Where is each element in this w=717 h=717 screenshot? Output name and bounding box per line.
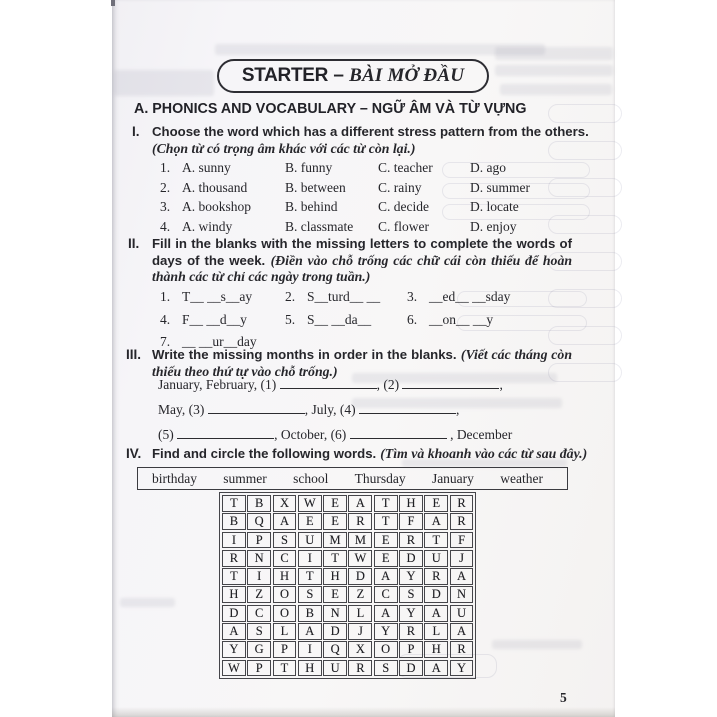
grid-cell: W xyxy=(298,495,322,512)
title-vietnamese: BÀI MỞ ĐẦU xyxy=(349,65,465,86)
day-item xyxy=(407,312,493,328)
grid-cell: E xyxy=(323,513,347,530)
section-a-heading: A. PHONICS AND VOCABULARY – NGỮ ÂM VÀ TỪ VỰNG xyxy=(134,101,527,117)
grid-cell: D xyxy=(348,568,372,585)
option-cell: B. funny xyxy=(285,160,333,175)
grid-cell: X xyxy=(273,495,297,512)
month-text: , xyxy=(456,402,460,417)
days-row xyxy=(160,289,510,312)
option-row xyxy=(160,180,530,200)
grid-cell: R xyxy=(450,513,474,530)
grid-cell: U xyxy=(450,605,474,622)
grid-cell: I xyxy=(247,568,271,585)
grid-cell: L xyxy=(273,623,297,640)
grid-cell: F xyxy=(450,532,474,549)
grid-cell: N xyxy=(450,586,474,603)
grid-cell: D xyxy=(399,660,423,677)
grid-cell: C xyxy=(247,605,271,622)
grid-cell: E xyxy=(424,495,448,512)
grid-cell: T xyxy=(222,495,246,512)
page-number: 5 xyxy=(560,690,567,705)
grid-cell: H xyxy=(298,660,322,677)
grid-cell: R xyxy=(348,513,372,530)
word-list-item: summer xyxy=(223,470,267,486)
grid-cell: T xyxy=(374,495,398,512)
day-item-number: 2. xyxy=(285,289,296,304)
grid-cell: T xyxy=(298,568,322,585)
day-item-number: 7. xyxy=(160,334,171,349)
word-list-item: January xyxy=(431,470,474,486)
grid-cell: C xyxy=(273,550,297,567)
grid-cell: T xyxy=(273,660,297,677)
word-list-item: school xyxy=(293,470,329,486)
option-cell: D. summer xyxy=(470,179,530,195)
word-list-box xyxy=(137,467,568,490)
option-cell: A. thousand xyxy=(182,179,248,195)
grid-cell: Z xyxy=(247,586,271,603)
grid-cell: O xyxy=(374,641,398,658)
grid-cell: J xyxy=(348,623,372,640)
grid-cell: D xyxy=(222,605,246,622)
grid-cell: O xyxy=(273,586,297,603)
day-item xyxy=(285,312,407,328)
grid-cell: C xyxy=(374,586,398,603)
month-text: , xyxy=(499,377,503,392)
grid-cell: R xyxy=(450,641,474,658)
grid-cell: D xyxy=(424,586,448,603)
month-line xyxy=(158,377,512,402)
days-row xyxy=(160,312,510,335)
option-row xyxy=(160,160,530,180)
grid-cell: I xyxy=(298,550,322,567)
option-cell: 1. xyxy=(160,160,171,175)
grid-cell: D xyxy=(323,623,347,640)
grid-cell: Y xyxy=(374,623,398,640)
options-table xyxy=(160,160,530,238)
grid-cell: P xyxy=(399,641,423,658)
exercise-3-instruction xyxy=(152,347,572,380)
month-text: May, (3) xyxy=(158,402,208,417)
exercise-1-numeral: I. xyxy=(132,124,140,139)
grid-cell: R xyxy=(222,550,246,567)
grid-cell: N xyxy=(247,550,271,567)
option-cell: 2. xyxy=(160,179,171,195)
grid-cell: T xyxy=(222,568,246,585)
grid-cell: T xyxy=(323,550,347,567)
option-cell: 4. xyxy=(160,218,171,234)
blank-line xyxy=(402,378,499,389)
grid-cell: R xyxy=(399,532,423,549)
blank-line xyxy=(177,428,274,439)
exercise-4-numeral: IV. xyxy=(126,446,142,461)
bleedthrough-smudge xyxy=(492,640,582,649)
page-edge-mark xyxy=(111,0,115,6)
option-cell: D. enjoy xyxy=(470,218,517,234)
grid-cell: I xyxy=(298,641,322,658)
grid-cell: Y xyxy=(399,568,423,585)
grid-cell: H xyxy=(424,641,448,658)
day-item-word: __on__ __y xyxy=(429,311,494,327)
exercise-2-instruction-en: Fill in the blanks with the missing letters to complete the words of days of the week. xyxy=(152,236,572,268)
grid-cell: Y xyxy=(222,641,246,658)
day-item-number: 1. xyxy=(160,289,171,304)
grid-cell: U xyxy=(298,532,322,549)
grid-cell: B xyxy=(222,513,246,530)
word-list-item: weather xyxy=(500,470,543,486)
grid-cell: M xyxy=(323,532,347,549)
day-item xyxy=(160,289,285,305)
grid-cell: A xyxy=(273,513,297,530)
grid-cell: A xyxy=(374,568,398,585)
grid-cell: O xyxy=(273,605,297,622)
month-lines xyxy=(158,377,512,452)
grid-cell: S xyxy=(247,623,271,640)
exercise-3 xyxy=(126,347,592,380)
grid-cell: E xyxy=(374,532,398,549)
grid-cell: S xyxy=(374,660,398,677)
blank-line xyxy=(280,378,377,389)
exercise-2 xyxy=(128,236,592,286)
grid-cell: J xyxy=(450,550,474,567)
grid-cell: A xyxy=(424,660,448,677)
grid-cell: W xyxy=(222,660,246,677)
grid-cell: D xyxy=(399,550,423,567)
grid-cell: U xyxy=(424,550,448,567)
exercise-3-instruction-en: Write the missing months in order in the blanks. xyxy=(152,347,457,362)
day-item xyxy=(407,289,510,305)
day-item-number: 4. xyxy=(160,311,171,327)
exercise-4 xyxy=(126,446,606,463)
bleedthrough-smudge xyxy=(120,598,175,607)
grid-cell: S xyxy=(399,586,423,603)
word-list-item: birthday xyxy=(152,470,197,486)
grid-cell: P xyxy=(247,660,271,677)
grid-cell: A xyxy=(424,513,448,530)
month-text: January, February, (1) xyxy=(158,377,280,392)
exercise-2-instruction-vi: (Điền vào chỗ trống các chữ cái còn thiếu để hoàn thành các từ chỉ các ngày trong tuần.) xyxy=(152,252,573,284)
title-starter: STARTER xyxy=(241,65,329,86)
title-separator: – xyxy=(328,65,350,86)
grid-cell: B xyxy=(247,495,271,512)
exercise-1-instruction-vi: (Chọn từ có trọng âm khác với các từ còn lại.) xyxy=(152,140,416,156)
grid-cell: H xyxy=(399,495,423,512)
grid-cell: E xyxy=(323,495,347,512)
option-row xyxy=(160,199,530,219)
grid-cell: Y xyxy=(450,660,474,677)
scanned-page xyxy=(112,0,615,717)
grid-cell: E xyxy=(374,550,398,567)
month-text: , October, (6) xyxy=(274,427,350,442)
grid-cell: Z xyxy=(348,586,372,603)
grid-cell: A xyxy=(222,623,246,640)
option-cell: 3. xyxy=(160,199,171,214)
option-cell: B. behind xyxy=(285,199,338,214)
month-text: , December xyxy=(446,427,513,442)
day-item-word: __ed__ __sday xyxy=(429,289,511,304)
grid-cell: R xyxy=(450,495,474,512)
grid-cell: A xyxy=(450,623,474,640)
option-cell: A. bookshop xyxy=(182,199,252,214)
day-item-number: 3. xyxy=(407,289,418,304)
blank-line xyxy=(208,403,305,414)
grid-cell: R xyxy=(424,568,448,585)
option-cell: B. between xyxy=(285,179,346,195)
grid-cell: T xyxy=(374,513,398,530)
exercise-4-instruction xyxy=(152,446,606,463)
option-cell: C. teacher xyxy=(378,160,433,175)
grid-cell: M xyxy=(348,532,372,549)
day-item-number: 6. xyxy=(407,311,418,327)
exercise-2-numeral: II. xyxy=(128,236,140,251)
month-line xyxy=(158,402,512,427)
grid-cell: Y xyxy=(399,605,423,622)
bleedthrough-smudge xyxy=(495,65,613,76)
title-box xyxy=(217,59,489,93)
day-item-word: T__ __s__ay xyxy=(182,289,253,304)
bleedthrough-smudge xyxy=(114,70,214,96)
grid-cell: A xyxy=(424,605,448,622)
day-item-word: S__turd__ __ xyxy=(307,289,381,304)
grid-cell: N xyxy=(323,605,347,622)
grid-cell: P xyxy=(273,641,297,658)
grid-cell: I xyxy=(222,532,246,549)
grid-cell: S xyxy=(298,586,322,603)
option-cell: A. windy xyxy=(182,218,233,234)
grid-cell: F xyxy=(399,513,423,530)
grid-cell: W xyxy=(348,550,372,567)
month-text: , (2) xyxy=(376,377,403,392)
grid-cell: U xyxy=(323,660,347,677)
option-cell: C. flower xyxy=(378,218,429,234)
grid-cell: R xyxy=(399,623,423,640)
grid-cell: H xyxy=(222,586,246,603)
option-cell: C. rainy xyxy=(378,179,422,195)
grid-cell: A xyxy=(298,623,322,640)
month-text: , July, (4) xyxy=(304,402,359,417)
grid-cell: B xyxy=(298,605,322,622)
day-item-word: __ __ur__day xyxy=(182,334,257,349)
grid-cell: R xyxy=(348,660,372,677)
grid-cell: X xyxy=(348,641,372,658)
grid-cell: E xyxy=(323,586,347,603)
day-item-word: F__ __d__y xyxy=(182,311,247,327)
grid-cell: L xyxy=(348,605,372,622)
grid-cell: A xyxy=(374,605,398,622)
month-text: (5) xyxy=(158,427,178,442)
grid-cell: H xyxy=(323,568,347,585)
bleedthrough-smudge xyxy=(500,84,612,95)
option-cell: B. classmate xyxy=(285,218,354,234)
blank-line xyxy=(359,403,456,414)
grid-cell: A xyxy=(450,568,474,585)
exercise-4-instruction-en: Find and circle the following words. xyxy=(152,446,377,461)
bleedthrough-pill xyxy=(548,104,622,123)
exercise-1-instruction-en: Choose the word which has a different stress pattern from the others. xyxy=(152,124,589,139)
exercise-3-numeral: III. xyxy=(126,347,142,362)
grid-cell: Q xyxy=(247,513,271,530)
grid-cell: T xyxy=(424,532,448,549)
day-item xyxy=(285,289,407,305)
word-search-grid xyxy=(219,492,476,679)
exercise-2-instruction xyxy=(152,236,572,286)
exercise-4-instruction-vi: (Tìm và khoanh vào các từ sau đây.) xyxy=(380,446,588,461)
bleedthrough-smudge xyxy=(495,47,613,60)
grid-cell: P xyxy=(247,532,271,549)
option-cell: D. locate xyxy=(470,199,519,214)
grid-cell: L xyxy=(424,623,448,640)
day-item-word: S__ __da__ xyxy=(307,311,372,327)
grid-cell: G xyxy=(247,641,271,658)
option-cell: D. ago xyxy=(470,160,506,175)
day-item-number: 5. xyxy=(285,311,296,327)
grid-cell: E xyxy=(298,513,322,530)
blank-line xyxy=(350,428,447,439)
grid-cell: A xyxy=(348,495,372,512)
option-cell: C. decide xyxy=(378,199,429,214)
exercise-1-instruction xyxy=(152,124,589,157)
grid-cell: Q xyxy=(323,641,347,658)
day-item xyxy=(160,312,285,328)
exercise-3-instruction-vi: (Viết các tháng còn thiếu theo thứ tự vào chỗ trống.) xyxy=(152,347,572,379)
option-cell: A. sunny xyxy=(182,160,231,175)
exercise-1 xyxy=(132,124,592,157)
word-list-item: Thursday xyxy=(354,470,406,486)
grid-cell: H xyxy=(273,568,297,585)
grid-cell: S xyxy=(273,532,297,549)
